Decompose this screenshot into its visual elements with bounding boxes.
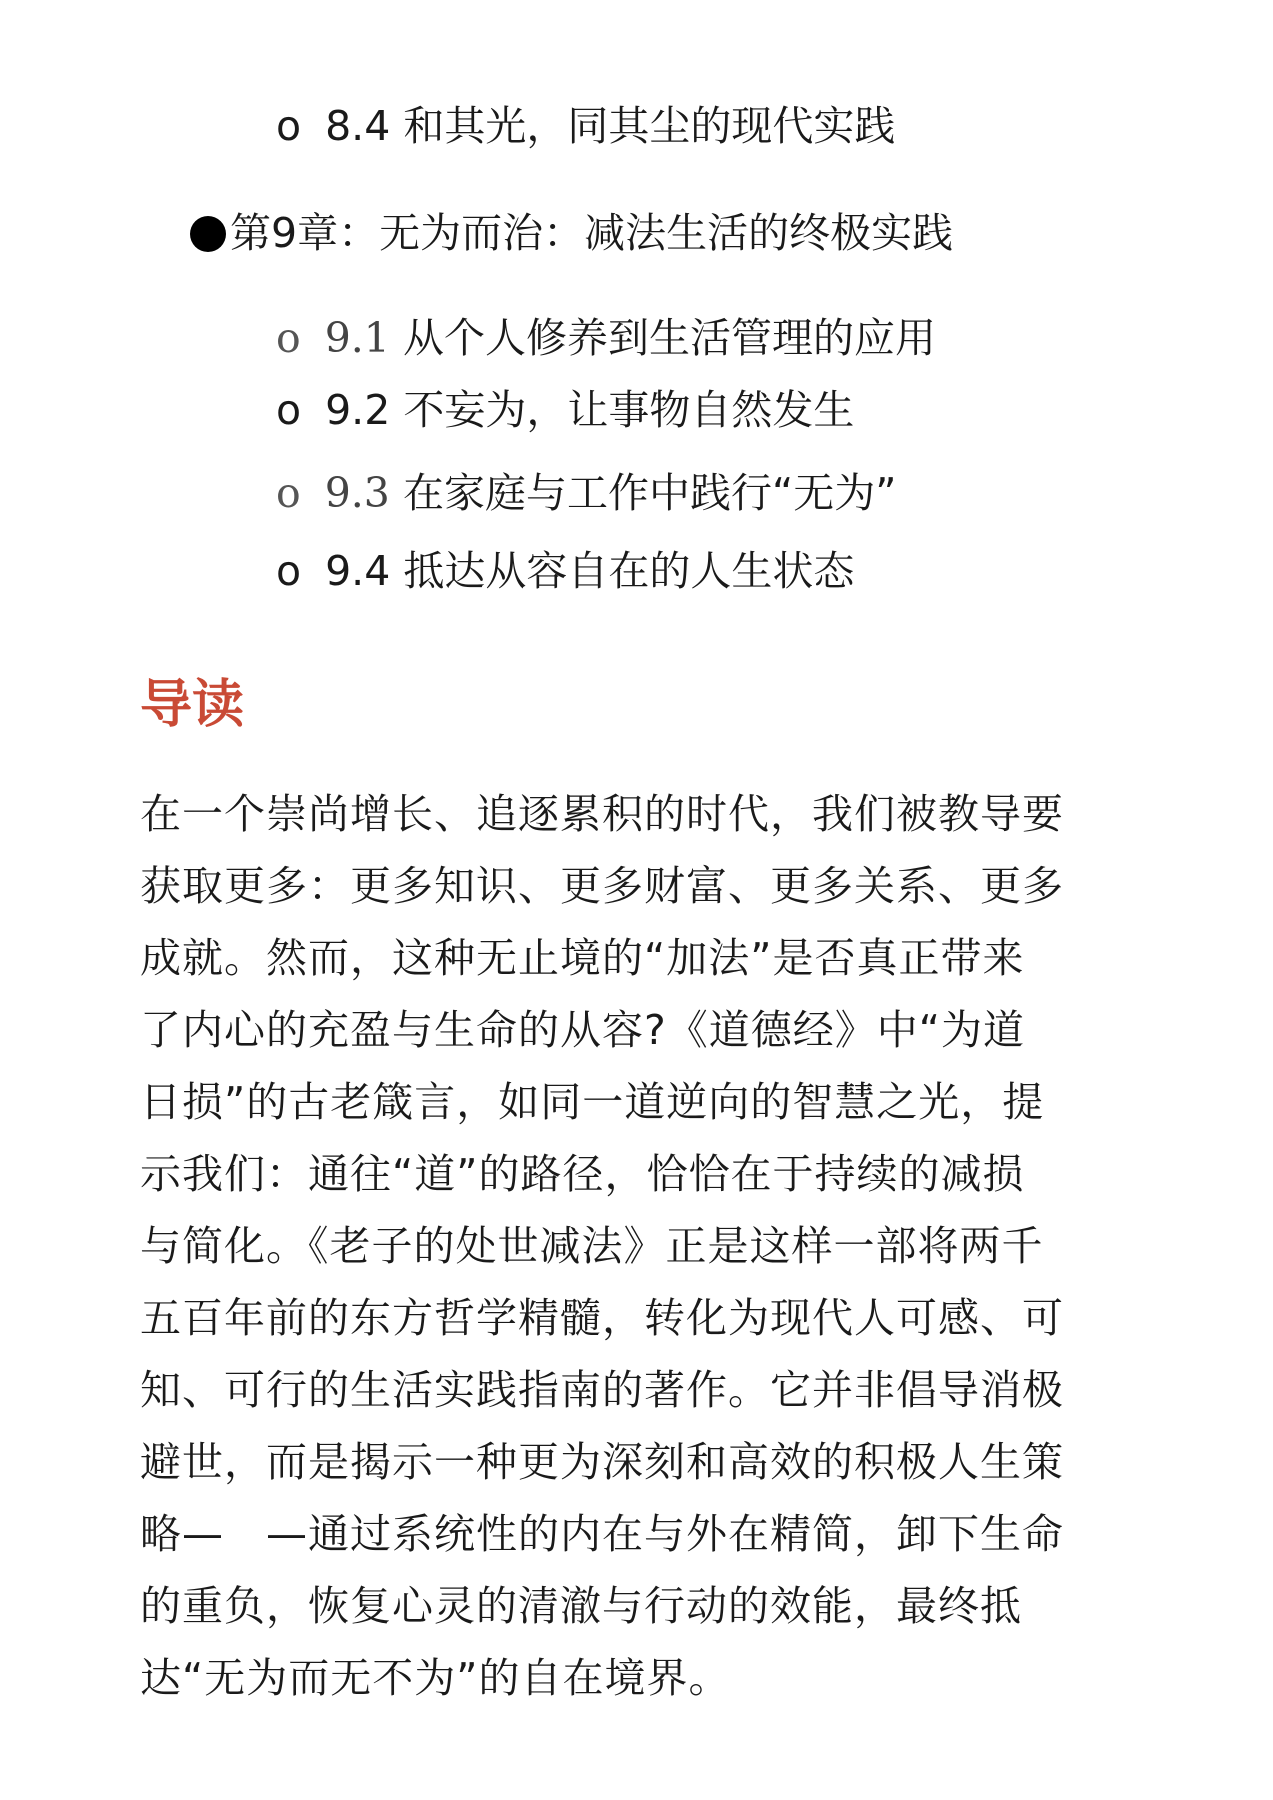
paragraph-line: 与简化。《老子的处世减法》正是这样一部将两千	[140, 1222, 1044, 1270]
paragraph-line: 知、可行的生活实践指南的著作。它并非倡导消极	[140, 1366, 1064, 1414]
toc-item-number: 9.4	[325, 547, 391, 595]
toc-chapter-9[interactable]	[190, 205, 953, 261]
list-marker: o	[276, 102, 302, 150]
toc-item-label: 不妄为，让事物自然发生	[403, 386, 855, 434]
toc-item-number: 9.1	[324, 314, 390, 362]
toc-item-9-2[interactable]	[276, 382, 854, 438]
toc-item-number: 8.4	[325, 102, 391, 150]
paragraph-line: 达“无为而无不为”的自在境界。	[140, 1654, 731, 1702]
paragraph-line: 日损”的古老箴言，如同一道逆向的智慧之光，提	[140, 1078, 1045, 1126]
bullet-icon	[190, 216, 226, 252]
paragraph-line: 获取更多：更多知识、更多财富、更多关系、更多	[140, 862, 1064, 910]
toc-item-label: 和其光，同其尘的现代实践	[403, 102, 896, 150]
toc-item-9-3[interactable]	[276, 465, 896, 521]
toc-item-label: 在家庭与工作中践行“无为”	[402, 469, 897, 517]
paragraph-line: 示我们：通往“道”的路径，恰恰在于持续的减损	[140, 1150, 1025, 1198]
paragraph-line: 成就。然而，这种无止境的“加法”是否真正带来	[140, 934, 1025, 982]
toc-item-label: 从个人修养到生活管理的应用	[402, 314, 936, 362]
section-title-intro: 导读	[140, 675, 245, 735]
toc-chapter-label: 第9章：无为而治：减法生活的终极实践	[230, 209, 954, 257]
paragraph-line: 略— —通过系统性的内在与外在精简，卸下生命	[140, 1510, 1064, 1558]
list-marker: o	[276, 547, 302, 595]
list-marker: o	[276, 469, 301, 517]
list-marker: o	[276, 386, 302, 434]
toc-item-number: 9.2	[325, 386, 391, 434]
toc-item-label: 抵达从容自在的人生状态	[403, 547, 855, 595]
paragraph-line: 避世，而是揭示一种更为深刻和高效的积极人生策	[140, 1438, 1064, 1486]
paragraph-line: 的重负，恢复心灵的清澈与行动的效能，最终抵	[140, 1582, 1022, 1630]
toc-item-8-4[interactable]	[276, 98, 895, 154]
paragraph-line: 五百年前的东方哲学精髓，转化为现代人可感、可	[140, 1294, 1064, 1342]
intro-paragraph	[140, 778, 1140, 1714]
paragraph-line: 在一个崇尚增长、追逐累积的时代，我们被教导要	[140, 790, 1064, 838]
toc-item-9-1[interactable]	[276, 310, 936, 366]
paragraph-line: 了内心的充盈与生命的从容?《道德经》中“为道	[140, 1006, 1025, 1054]
toc-item-9-4[interactable]	[276, 543, 854, 599]
toc-item-number: 9.3	[324, 469, 390, 517]
list-marker: o	[276, 314, 301, 362]
